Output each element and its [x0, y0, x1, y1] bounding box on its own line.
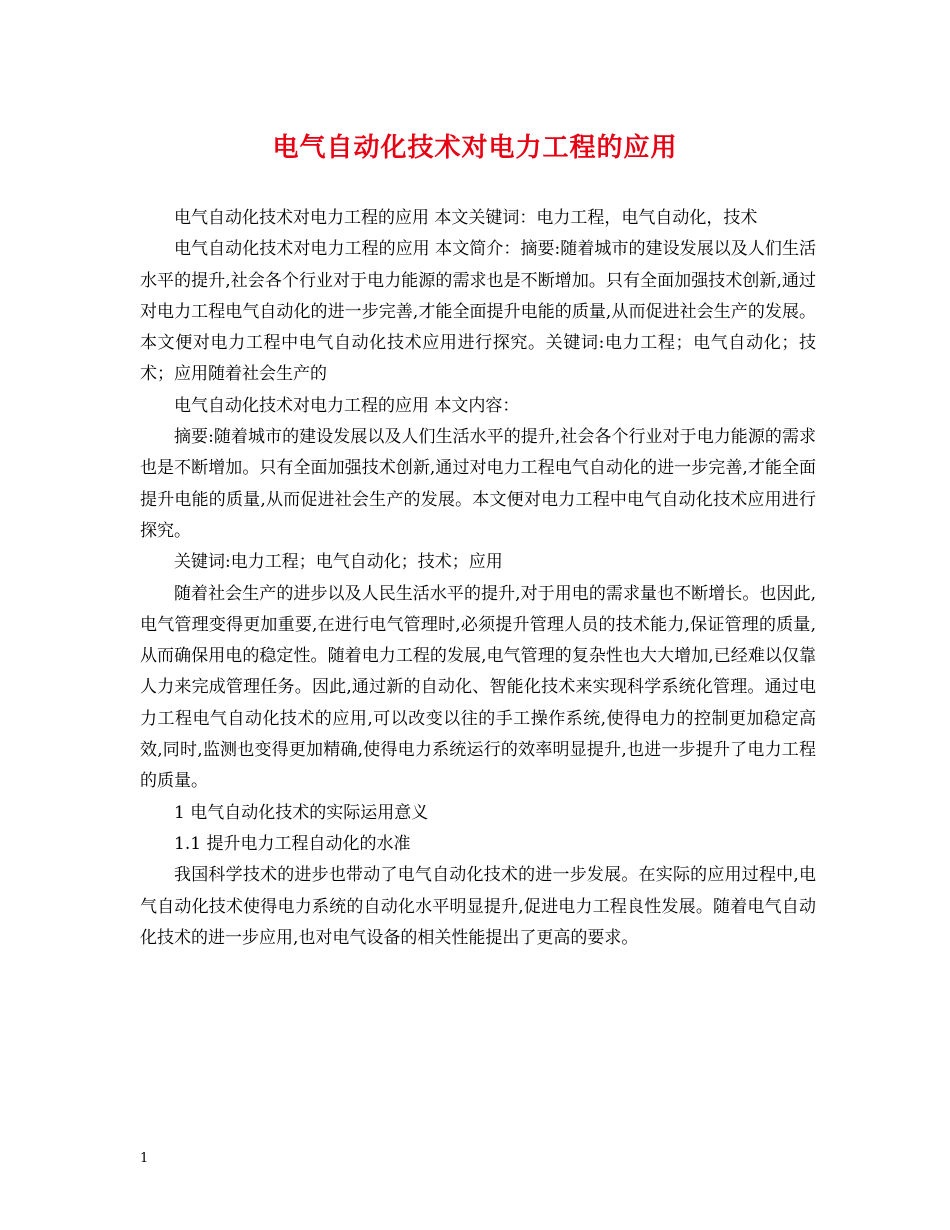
keywords-paragraph: 电气自动化技术对电力工程的应用 本文关键词：电力工程，电气自动化，技术 [174, 208, 758, 228]
document-body [140, 203, 816, 954]
subsection-paragraph: 我国科学技术的进步也带动了电气自动化技术的进一步发展。在实际的应用过程中,电气自动化技术使得电力系统的自动化水平明显提升,促进电力工程良性发展。随着电气自动化技术的进一步应用,也对电气设备的相关性能提出了更高的要求。 [140, 865, 816, 948]
summary-paragraph: 电气自动化技术对电力工程的应用 本文简介：摘要:随着城市的建设发展以及人们生活水平的提升,社会各个行业对于电力能源的需求也是不断增加。只有全面加强技术创新,通过对电力工程电气自动化的进一步完善,才能全面提升电能的质量,从而促进社会生产的发展。本文便对电力工程中电气自动化技术应用进行探究。关键词:电力工程；电气自动化；技术；应用随着社会生产的 [140, 239, 816, 385]
page-title: 电气自动化技术对电力工程的应用 [272, 133, 678, 163]
keywords-line: 关键词:电力工程；电气自动化；技术；应用 [174, 552, 503, 573]
introduction-paragraph: 随着社会生产的进步以及人民生活水平的提升,对于用电的需求量也不断增长。也因此,电气管理变得更加重要,在进行电气管理时,必须提升管理人员的技术能力,保证管理的质量,从而确保用电的稳定性。随着电力工程的发展,电气管理的复杂性也大大增加,已经难以仅靠人力来完成管理任务。因此,通过新的自动化、智能化技术来实现科学系统化管理。通过电力工程电气自动化技术的应用,可以改变以往的手工操作系统,使得电力的控制更加稳定高效,同时,监测也变得更加精确,使得电力系统运行的效率明显提升,也进一步提升了电力工程的质量。 [140, 583, 816, 792]
content-heading: 电气自动化技术对电力工程的应用 本文内容： [174, 395, 520, 416]
abstract-paragraph: 摘要:随着城市的建设发展以及人们生活水平的提升,社会各个行业对于电力能源的需求也是不断增加。只有全面加强技术创新,通过对电力工程电气自动化的进一步完善,才能全面提升电能的质量,从而促进社会生产的发展。本文便对电力工程中电气自动化技术应用进行探究。 [140, 427, 816, 541]
subsection-heading: 1.1 提升电力工程自动化的水准 [174, 833, 411, 854]
section-heading: 1 电气自动化技术的实际运用意义 [174, 802, 429, 823]
page-number: 1 [140, 1151, 149, 1166]
